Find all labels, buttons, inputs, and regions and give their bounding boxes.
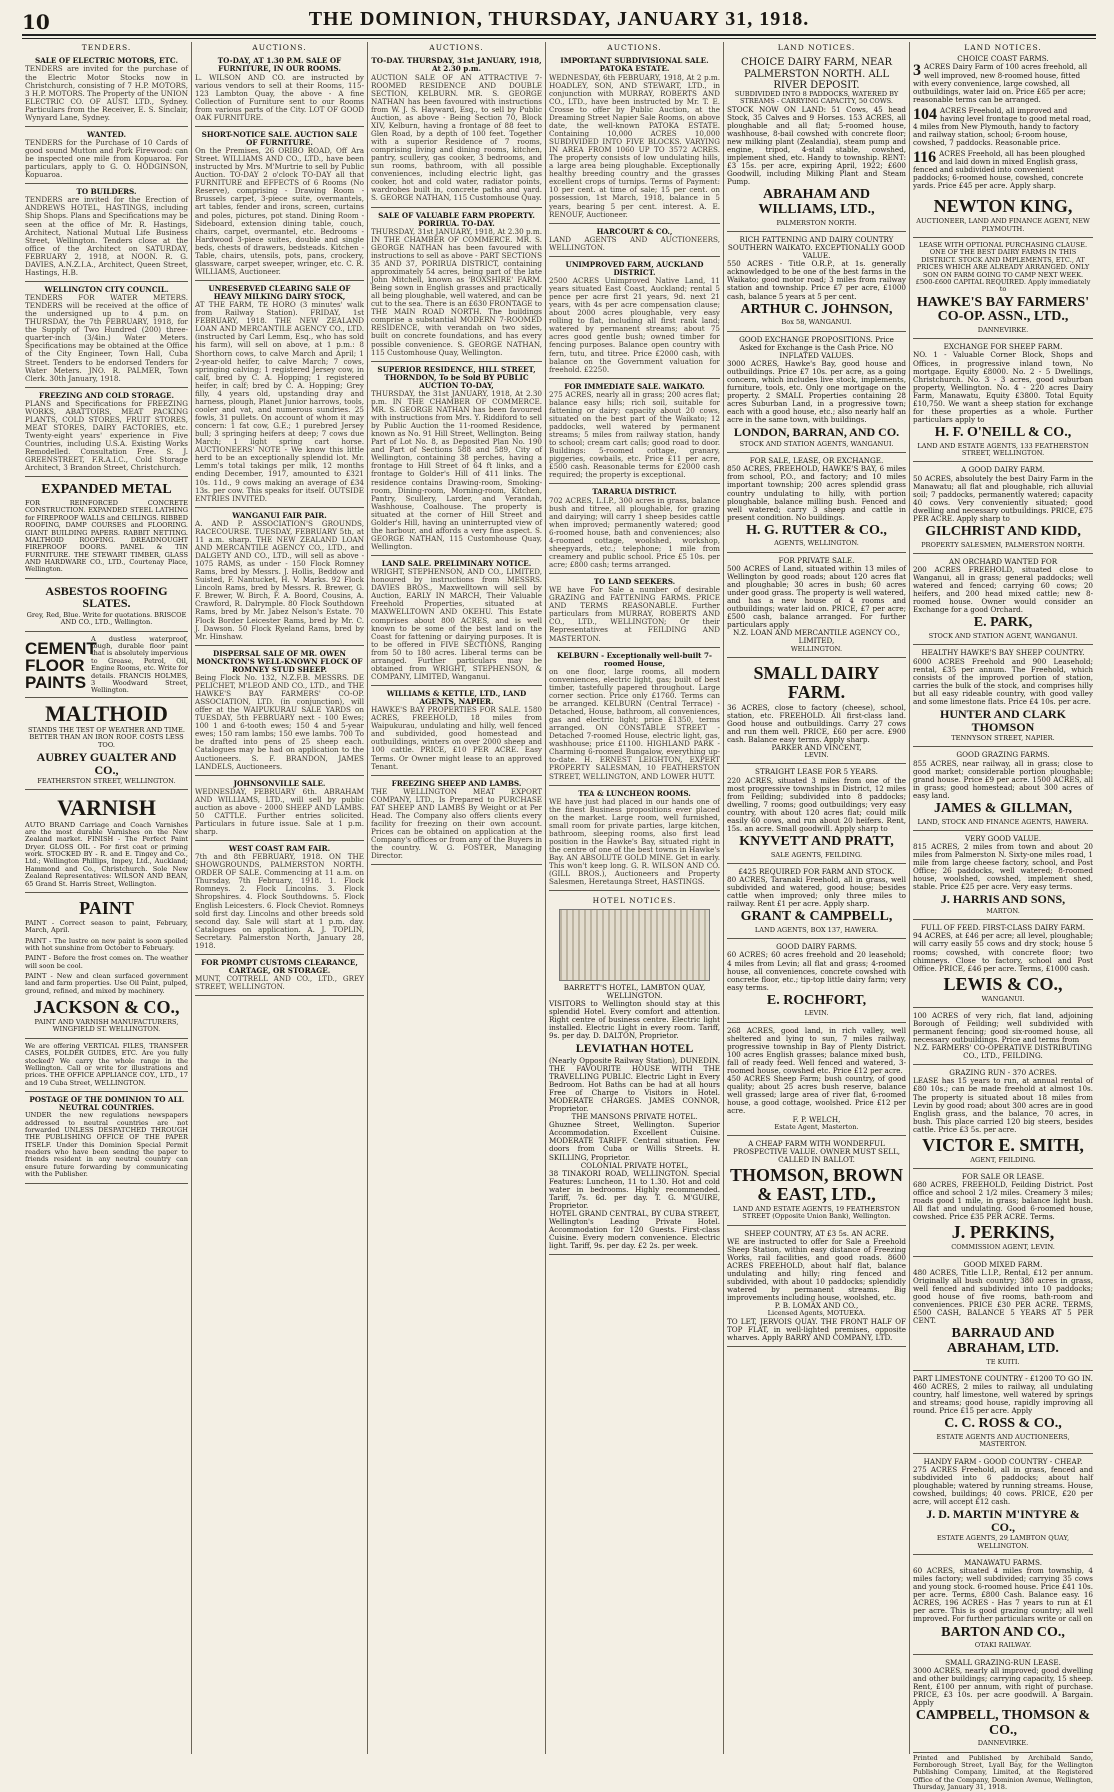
notice-heading: WEST COAST RAM FAIR. xyxy=(228,844,331,854)
paint-item: PAINT - Correct season to paint, February, March, April. xyxy=(25,918,188,935)
ad-body: 550 ACRES - Title O.R.P., at 1s. generally acknowledged to be one of the best farms in the Waikato; good motor road; 3 miles from railway station and township. Price £7 per acre, £1000 cash, balance 5 years at 5 per cent. xyxy=(727,259,906,301)
orchard-ad xyxy=(913,556,1093,646)
notice-heading: FREEZING AND COLD STORAGE. xyxy=(39,390,174,400)
notice-body: WEDNESDAY, FEBRUARY 6th. ABRAHAM AND WILLIAMS, LTD., will sell by public auction as above - 2000 SHEEP AND LAMBS. 50 CATTLE. Further entries solicited. Particulars in future issue. Sale at 1 p.m. sharp. xyxy=(195,786,364,837)
ad-advertiser: J. HARRIS AND SONS, xyxy=(940,892,1066,907)
notice-body: WE have just had placed in our hands one of the finest Business propositions ever placed on the market. Large room, well furnished, small room for private parties, large kitchen, bathroom, sleeping rooms, also first lead position in the Hawke's Bay, situated right in the centre of one of the best towns in Hawke's Bay. AN ABSOLUTE GOLD MINE. Get in early. This won't keep long. G. R. WILSON AND CO. (GILL BROS.), Auctioneers and Property Salesmen, Heretaunga Street, HASTINGS. xyxy=(549,796,720,887)
ad-advertiser: ARTHUR C. JOHNSON, xyxy=(740,301,893,317)
ad-headline: RICH FATTENING AND DAIRY COUNTRY SOUTHERN WAIKATO. EXCEPTIONALLY GOOD VALUE. xyxy=(727,235,906,261)
ballot-ad xyxy=(727,1138,906,1226)
notice-item xyxy=(371,688,542,776)
ad-address: OTAKI RAILWAY. xyxy=(974,1641,1032,1650)
ad-advertiser: PARKER AND VINCENT, xyxy=(771,743,862,753)
hotel-body: Ghuznee Street, Wellington. Superior Accommodation. Excellent Cuisine. MODERATE TARIFF. Central situation. Few doors from Cuba or Willis Streets. H. SKILLING, Proprietor. xyxy=(549,1120,720,1162)
full-of-feed-ad xyxy=(913,922,1093,1008)
paint-item: PAINT - New and clean surfaced government land and farm properties. Use Oil Paint, pulped, ground, refined, and mixed by machinery. xyxy=(25,972,188,995)
ad-body: LEASE WITH OPTIONAL PURCHASING CLAUSE. ONE OF THE BEST DAIRY FARMS IN THIS DISTRICT. STOCK AND IMPLEMENTS, ETC., AT PRICES WHICH ARE ALREADY ARRANGED. ONLY SON ON FARM GOING TO CAMP NEXT WEEK. £500-£600 CAPITAL REQUIRED. Apply immediately to xyxy=(915,241,1091,294)
ad-address: DANNEVIRKE. xyxy=(977,326,1029,335)
notice-body: L. WILSON AND CO. are instructed by various vendors to sell at their Rooms, 115-123 Lambton Quay, the above - A fine Collection of Furniture sent to our Rooms from various parts of the City. LOT OF GOOD OAK FURNITURE. xyxy=(195,72,364,122)
listing-body: ACRES Freehold, all improved and having level frontage to good metal road, 4 miles from New Plymouth, handy to factory and railway station, school; 6-room house, cowshed, 7 paddocks. Reasonable price. xyxy=(913,105,1092,148)
cement-floor-paints-ad xyxy=(25,634,188,698)
good-value-ad xyxy=(913,833,1093,920)
limestone-ad xyxy=(913,1373,1093,1454)
section-heading: TENDERS. xyxy=(81,43,132,52)
private-sale-ad xyxy=(727,555,906,658)
notice-item xyxy=(195,510,364,646)
ad-body: 50 ACRES, absolutely the best Dairy Farm in the Manawatu; all flat and ploughable, rich alluvial soil; 7 paddocks, permanently watered; capacity 40 cows. Very conveniently situated; good dwelling and necessary outbuildings. PRICE, £75 PER ACRE. Apply sharp to xyxy=(913,473,1094,523)
ad-body: 200 ACRES FREEHOLD, situated close to Wanganui, all in grass; general paddocks; well watered and fenced; carrying 60 cows; 20 heifers, and 200 head mixed cattle; new 8-roomed house. Owner would consider an Exchange for a good Orchard. xyxy=(913,565,1093,615)
notice-item xyxy=(549,381,720,485)
ad-advertiser: KNYVETT AND PRATT, xyxy=(739,833,894,849)
notice-body: AUCTION SALE OF AN ATTRACTIVE 7-ROOMED RESIDENCE AND DOUBLE SECTION, KELBURN. MR. S. GEORGE NATHAN has been favoured with instructions from W. J. S. Hayward, Esq., to sell by Public Auction, as above - Being Section 70, Block XIV, Kelburn, having a frontage of 88 feet to Glen Road, by a depth of 100 feet. Together with a superior Residence of 7 rooms, comprising living and dining rooms, kitchen, pantry, scullery, gas cooker, 3 bedrooms, and sun rooms, bathroom, with all possible conveniences, including electric light, gas cooker, hot and cold water, radiator points, wardrobes built in, concrete paths and yard. S. GEORGE NATHAN, 115 Customhouse Quay. xyxy=(371,72,542,203)
column-auctions-1 xyxy=(192,42,368,1754)
ad-address: LAND AGENTS, BOX 137, HAWERA. xyxy=(754,926,879,935)
ad-advertiser: LONDON, BARRAN, AND CO. xyxy=(733,425,900,440)
ad-headline: AN ORCHARD WANTED FOR xyxy=(948,556,1058,566)
ad-advertiser: HUNTER AND CLARK THOMSON xyxy=(939,706,1066,734)
notice-item xyxy=(195,129,364,281)
to-let-notice: TO LET, JERVOIS QUAY. THE FRONT HALF OF TOP FLAT, in well-lighted premises, opposite wharves. Apply BARRY AND COMPANY, LTD. xyxy=(727,1316,906,1342)
ad-headline: PART LIMESTONE COUNTRY - £1200 TO GO IN. xyxy=(913,1373,1093,1383)
notice-item xyxy=(549,576,720,648)
section-heading: LAND NOTICES. xyxy=(777,43,856,52)
notice-item xyxy=(549,226,720,257)
ad-advertiser: BARTON AND CO., xyxy=(941,1624,1065,1640)
good-dairy-farm-ad xyxy=(913,464,1093,554)
ad-address: COMMISSION AGENT, LEVIN. xyxy=(951,1243,1055,1252)
ad-body: 94 ACRES, at £46 per acre; all level, ploughable; will carry easily 55 cows and dry stock; house 5 rooms; cowshed, with concrete floor; two chimneys. Close to factory, school and Post Office. PRICE, £46 per acre. Terms, £1000 cash. xyxy=(913,931,1093,973)
expanded-metal-ad xyxy=(25,479,188,578)
handy-farm-ad xyxy=(913,1456,1093,1555)
ad-headline: SHEEP COUNTRY, AT £3 5s. AN ACRE. xyxy=(744,1228,889,1238)
notice-body: 2500 ACRES Unimproved Native Land, 11 years situated East Coast, Auckland; rental 5 pence per acre first 21 years, 9d. next 21 years, with 4s per acre compensation clause; about 2000 acres ploughable, very easy rolling to flat, including all first rank land; watered by permanent streams; about 75 acres good gentle bush; owned timber for fencing purposes. Balance open country with fern, tutu, and titree. Price £2000 cash, with balance on the Government valuation for freehold. £2250. xyxy=(549,275,720,374)
lease-option-ad xyxy=(913,240,1093,339)
notice-item xyxy=(25,284,188,388)
notice-heading: JOHNSONVILLE SALE. xyxy=(233,778,326,788)
bay-of-plenty-ad xyxy=(727,1025,906,1136)
waikato-ad xyxy=(727,234,906,332)
notice-body: TENDERS are invited for the purchase of the Electric Motor Stocks now in Christchurch, consisting of 7 H.P. MOTORS, 3 H.P. MOTORS. The Property of the UNION ELECTRIC CO. OF AUST. LTD., Sydney. Particulars from the Receiver, E. S. Sinclair, Wynyard Lane, Sydney. xyxy=(25,64,188,122)
section-heading: AUCTIONS. xyxy=(252,43,307,52)
ad-body: LEASE has 15 years to run, at annual rental of £80 10s.; can be made freehold at almost 10s. The property is situated about 18 miles from Levin by good road; about 300 acres are in good English grass, and the balance, 70 acres, in bush. This place carried 120 big steers, besides cattle. Price £3 5s. per acre. xyxy=(913,1076,1093,1134)
ad-advertiser: GILCHRIST AND KIDD, xyxy=(925,523,1081,539)
ad-address: Estate Agent, Masterton. xyxy=(774,1122,859,1131)
ad-headline: SMALL GRAZING-RUN LEASE. xyxy=(945,1657,1061,1667)
notice-body: THURSDAY, the 31st JANUARY, 1918, At 2.30 p.m. IN THE CHAMBER OF COMMERCE. MR. S. GEORGE NATHAN has been favoured with instructions from Mrs. Y. Riddiford to sell by Public Auction the 11-roomed Residence, known as No. 91 Hill Street, Wellington. Being Part of Lot No. 8, as Deposited Plan No. 190 and Part of Sections 588 and 589, City of Wellington, containing 38 perches, having a frontage to Hill Street of 64 ft links, and a frontage to Golder's Hill of 411 links. The residence contains Drawing-room, Smoking-room, Dining-room, Morning-room, Kitchen, Pantry, Scullery, Larder, and Verandah, Washhouse, Coalhouse. The property is situated at the corner of Hill Street and Golder's Hill, having an uninterrupted view of the harbour, and affords a very fine aspect. S. GEORGE NATHAN, 115 Customhouse Quay, Wellington. xyxy=(371,388,542,552)
ad-address: LEVIN. xyxy=(804,751,829,760)
ad-headline: ASBESTOS ROOFING SLATES. xyxy=(45,583,168,611)
notice-body: MUNT, COTTRELL AND CO., LTD., GREY STREET, WELLINGTON. xyxy=(195,974,364,992)
ad-headline: FOR SALE, LEASE, OR EXCHANGE. xyxy=(749,456,884,466)
notice-heading: FOR PROMPT CUSTOMS CLEARANCE, CARTAGE, OR STORAGE. xyxy=(201,957,358,975)
ad-address: Licensed Agents, MOTUEKA. xyxy=(767,1309,866,1318)
farm-listing xyxy=(913,107,1093,147)
dairy-farm-ad xyxy=(727,55,906,232)
postage-notice xyxy=(25,1094,188,1184)
ad-body: 220 ACRES, situated 3 miles from one of the most progressive townships in District, 12 miles from Feilding; subdivided into 8 paddocks; dwelling, 7 rooms; good outbuildings; very easy country, with about 120 acres flat; could milk easily 60 cows, and run about 20 heifers. Rent, 15s. an acre. Small goodwill. Apply sharp to xyxy=(727,775,906,833)
notice-item xyxy=(25,129,188,184)
section-heading: AUCTIONS. xyxy=(607,43,662,52)
imprint: Printed and Published by Archibald Sando, Fernborough Street, Lyall Bay, for the Wellington Publishing Company, Limited, at the Registered Office of the Company, Dominion Avenue, Wellington, Thursday, January 31, 1918. xyxy=(913,1753,1093,1792)
ad-body: 80 ACRES, Taranaki Freehold, all in grass, well subdivided and watered, good house; besides cattle when improved; only three miles to railway. Rent £1 per acre. Apply sharp. xyxy=(727,875,906,909)
hotel-name: HOTEL GRAND CENTRAL, BY CUBA STREET, xyxy=(549,1208,720,1218)
notice-item xyxy=(371,210,542,362)
ad-advertiser: JACKSON & CO., xyxy=(33,997,180,1018)
ad-headline: VARNISH xyxy=(57,795,156,821)
ad-headline: A GOOD DAIRY FARM. xyxy=(961,465,1045,475)
notice-heading: SALE OF ELECTRIC MOTORS, ETC. xyxy=(35,56,178,66)
ad-advertiser: GRANT & CAMPBELL, xyxy=(740,909,893,925)
ad-headline: GOOD GRAZING FARMS. xyxy=(956,750,1050,760)
ad-headline: CEMENT FLOOR PAINTS xyxy=(25,638,97,692)
notice-heading: IMPORTANT SUBDIVISIONAL SALE. PATOKA ESTATE. xyxy=(560,56,709,74)
notice-item xyxy=(371,55,542,207)
notice-body: TENDERS FOR WATER METERS. TENDERS will be received at the office of the undersigned up to 4 p.m. on THURSDAY, the 7th FEBRUARY, 1918, for the Supply of Two Hundred (200) three-quarter-inch (3/4in.) Water Meters. Specifications may be obtained at the Office of the City Engineer, Town Hall, Cuba Street. Tenders to be endorsed Tenders for Water Meters. JNO. R. PALMER, Town Clerk. 30th January, 1918. xyxy=(25,293,188,383)
sale-lease-ad xyxy=(913,1171,1093,1257)
ad-body: 6000 ACRES Freehold and 900 Leasehold; rental, £35 per annum. The Freehold, which consists of the improved portion of station, carries the bulk of the stock, and comprises hilly but all easy rideable country, with good valley and some limestone flats. Price £4 10s. per acre. xyxy=(913,656,1093,706)
ad-address: AUCTIONEER, LAND AND FINANCE AGENT, NEW PLYMOUTH. xyxy=(916,217,1090,233)
tender-list xyxy=(25,55,188,477)
ad-advertiser: NEWTON KING, xyxy=(933,196,1073,217)
ad-body-2: 450 ACRES Sheep Farm; bush country, of good quality; about 25 acres bush reserve, balance well grassed; large area of river flat, 6-roomed house, a good cottage, woolshed. Price £12 per acre. xyxy=(727,1074,906,1116)
ad-address: AGENT, FEILDING. xyxy=(970,1155,1036,1164)
paint-list xyxy=(25,920,188,995)
notice-heading: UNRESERVED CLEARING SALE OF HEAVY MILKING DAIRY STOCK, xyxy=(208,284,351,302)
notice-item xyxy=(25,55,188,127)
ad-headline: MALTHOID xyxy=(45,700,168,726)
ad-advertiser: VICTOR E. SMITH, xyxy=(922,1134,1084,1155)
straight-lease-ad xyxy=(727,766,906,864)
ad-advertiser: H. G. RUTTER & CO., xyxy=(746,522,887,538)
ad-advertiser: HAWKE'S BAY FARMERS' CO-OP. ASSN., LTD., xyxy=(916,294,1090,325)
malthoid-ad xyxy=(25,698,188,791)
ad-body: NO. 1 - Valuable Corner Block, Shops and Offices, in progressive inland town, No mortgage. Equity £8000. No. 2 - 5 Dwellings, Christchurch. No. 3 - 3 acres, good suburban property, Wellington. No. 4 - 220 acres Dairy Farm, Manawatu, Equity £3800. Total Equity £10,750. We want a sheep station for exchange for these properties as a whole. Further particulars apply to xyxy=(913,350,1093,424)
ad-headline: GOOD DAIRY FARMS. xyxy=(776,942,857,952)
ad-body: 850 ACRES, FREEHOLD, HAWKE'S BAY, 6 miles from school, P.O., and factory; and 10 miles important township; 200 acres splendid grass country undulating to hilly, with portion ploughable, balance milling bush. Fenced and well watered; carry 3 sheep and cattle in present condition. No buildings. xyxy=(727,464,906,522)
ad-advertiser: ABRAHAM AND WILLIAMS, LTD., xyxy=(758,187,875,218)
paint-ad xyxy=(25,895,188,1039)
ad-advertiser: H. F. O'NEILL & CO., xyxy=(934,425,1072,441)
ad-headline: A CHEAP FARM WITH WONDERFUL PROSPECTIVE VALUE. OWNER MUST SELL, CALLED IN BALLOT. xyxy=(732,1138,901,1165)
notice-item xyxy=(371,558,542,686)
mixed-farm-ad xyxy=(913,1259,1093,1371)
ad-headline: FULL OF FEED. FIRST-CLASS DAIRY FARM. xyxy=(920,923,1086,933)
hotel-body: (Nearly Opposite Railway Station), DUNEDIN. THE FAVOURITE HOUSE WITH THE TRAVELLING PUBLIC. Electric Light in Every Bedroom. Hot Baths can be had at all hours Free of Charge to Visitors in Hotel. MODERATE CHARGES. JAMES CONNOR, Proprietor. xyxy=(549,1055,720,1114)
ad-address: TENNYSON STREET, NAPIER. xyxy=(951,734,1055,743)
notice-body: TENDERS are invited for the Erection of ANDREWS HOTEL, HASTINGS, including Ship Shops. Plans and Specifications may be seen at the office of Mr. R. Hastings, Architect, National Mutual Life Business Street, Wellington. Tenders close at the office of the Architect on SATURDAY, FEBRUARY 2, 1918, at NOON. R. G. DAVIES, A.N.Z.I.A., Architect, Queen Street, Hastings, H.B. xyxy=(25,195,188,277)
ad-headline: HEALTHY HAWKE'S BAY SHEEP COUNTRY. xyxy=(921,648,1085,658)
ad-headline: MANAWATU FARMS. xyxy=(964,1558,1042,1568)
masthead-rule xyxy=(22,34,1096,36)
newspaper-title: THE DOMINION, THURSDAY, JANUARY 31, 1918. xyxy=(308,8,810,30)
notice-item xyxy=(549,650,720,786)
notice-item xyxy=(371,364,542,556)
notice-body: TENDERS for the Purchase of 10 Cards of good sound Mutton and Pork Firewood: can be inspected one mile from Kopuaroa. For particulars, apply to G. O. HODGINSON, Kopuaroa. xyxy=(25,137,188,180)
notice-body: UNDER the new regulations newspapers addressed to neutral countries are not forwarded UNLESS DESPATCHED THROUGH THE PUBLISHING OFFICE OF THE PAPER ITSELF. Under this Dominion Special Permit readers who have been sending the paper to friends resident in any neutral country can ensure future forwarding by communicating with the Publisher. xyxy=(25,1111,188,1179)
notice-body: THE WELLINGTON MEAT EXPORT COMPANY, LTD., Is Prepared to PURCHASE FAT SHEEP AND LAMBS By Weight or at Per Head. The Company also offers clients every facility for freezing on their own account. Prices can be obtained on application at the Company's offices or from any of the Buyers in the country. W. G. FOSTER, Managing Director. xyxy=(371,786,542,861)
hotel-illustration xyxy=(559,909,710,981)
notice-heading: WANGANUI FAIR PAIR. xyxy=(232,510,327,520)
notice-heading: DISPERSAL SALE OF MR. OWEN MONCKTON'S WELL-KNOWN FLOCK OF ROMNEY STUD SHEEP. xyxy=(196,648,363,674)
ad-headline: GOOD MIXED FARM. xyxy=(963,1259,1043,1269)
hotel-body: Wellington's Leading Private Hotel. Accommodation for 120 Guests. First-class Cuisine. Every modern convenience. Electric light. Tariff, 9s. per day. £2 2s. per week. xyxy=(549,1217,720,1251)
ad-address: FEATHERSTON STREET, WELLINGTON. xyxy=(37,777,176,786)
section-heading: LAND NOTICES. xyxy=(964,43,1042,52)
ad-address: ESTATE AGENTS, 29 LAMBTON QUAY, WELLINGTON. xyxy=(936,1534,1070,1550)
ad-body: STOCK NOW ON LAND: 51 Cows, 45 head Stock, 35 Calves and 9 Horses. 153 ACRES, all ploughable and all flat; 5-roomed house, washhouse, 8-bail cowshed with concrete floor; new milking plant (Zealandia), steam pump and engine, tripod, 4-stall stable, cowshed, implement shed, etc. Handy to township. RENT: £3 15s. per acre, expiring April, 1922; £600 Goodwill, including Milking Plant and Steam Pump. xyxy=(727,104,906,187)
ad-body: 855 ACRES, near railway, all in grass; close to good market; considerable portion ploughable; grand house. Price £9 per acre. 1500 ACRES, all in grass; good homestead; about 300 acres of easy land. xyxy=(913,758,1093,800)
ad-advertiser: J. D. MARTIN M'INTYRE & CO., xyxy=(926,1507,1080,1534)
ad-headline: FOR SALE OR LEASE. xyxy=(961,1172,1045,1182)
notice-heading: TO LAND SEEKERS. xyxy=(593,577,676,587)
ad-advertiser: CAMPBELL, THOMSON & CO., xyxy=(915,1707,1091,1738)
notice-item xyxy=(195,648,364,776)
notice-body: on one floor, large rooms, all modern conveniences, electric light, gas; built of best timber, tastefully papered throughout. Large corner section. Price only £1760. Terms can be arranged. KELBURN (Central Terrace) - Detached, House, bathroom, all conveniences, gas and electric light; price £1350, terms arranged. ON CONSTABLE STREET - Detached 7-roomed House, electric light, gas, washhouse; price £1100. HIGHLAND PARK - Charming 6-roomed Bungalow, everything up-to-date. H. ERNEST LEIGHTON, EXPERT PROPERTY SALESMAN, 10 FEATHERSTON STREET, WELLINGTON, AND LOWER HUTT. xyxy=(549,666,720,781)
ad-address: SALE AGENTS, FEILDING. xyxy=(770,850,863,859)
ad-headline: PAINT xyxy=(79,897,134,918)
grazing-lease-ad xyxy=(913,1657,1093,1753)
ad-address: PALMERSTON NORTH. xyxy=(776,218,857,227)
ad-advertiser: E. PARK, xyxy=(973,615,1033,631)
ad-body: WE are instructed to offer for Sale a Freehold Sheep Station, within easy distance of Freezing Works, rail facilities, and good roads. 8600 ACRES FREEHOLD, about half flat, balance undulating and hilly; ring fenced and subdivided, with about 10 paddocks; splendidly watered by permanent streams. Big improvements including house, woolshed, etc. xyxy=(727,1236,906,1303)
ad-body: 60 ACRES; 60 acres freehold and 20 leasehold; 4 miles from Levin; all flat and grass; 4-roomed house, all conveniences, concrete cowshed with concrete floor, etc.; tip-top little dairy farm; very easy terms. xyxy=(727,950,906,992)
notice-heading: SALE OF VALUABLE FARM PROPERTY. PORIRUA. TO-DAY. xyxy=(378,210,535,228)
farm-listing xyxy=(913,150,1093,190)
ad-body: 480 ACRES, Title L.I.P., Rental, £12 per annum. Originally all bush country; 380 acres in grass, well fenced and subdivided into 10 paddocks; good house of five rooms, bath-room and conveniences. PRICE £30 PER ACRE. TERMS, £500 CASH, BALANCE 5 YEARS AT 5 PER CENT. xyxy=(913,1267,1093,1326)
section-heading: AUCTIONS. xyxy=(429,43,484,52)
notice-heading: KELBURN - Exceptionally well-built 7-roomed House, xyxy=(557,650,712,668)
ad-body: A dustless waterproof, tough, durable floor paint that is absolutely impervious to Grease, Petrol, Oil, Engine Rooms, etc. Write for details. FRANCIS HOLMES, 3 Woodward Street, Wellington. xyxy=(91,634,188,695)
notice-heading: WANTED. xyxy=(86,129,127,139)
notice-heading: UNIMPROVED FARM, AUCKLAND DISTRICT. xyxy=(565,259,704,277)
notice-body: Being Flock No. 132, N.Z.F.B. MESSRS. DE PELICHET, M'LEOD AND CO., LTD., and THE HAWKE'S BAY FARMERS' CO-OP. ASSOCIATION, LTD. (in conjunction), will offer at the WAIPUKURAU SALE YARDS on TUESDAY, 5th FEBRUARY next - 100 Ewes; 100 1 and 6-tooth ewes; 150 4 and 5-year ewes; 150 ram lambs; 150 ewe lambs. 700 To be drafted into pens of 25 sheep each. Catalogues may be had on application to the Auctioneers. S. F. BRANDON, JAMES LANDELS, Auctioneers. xyxy=(195,672,364,771)
sheep-country-ad xyxy=(727,1228,906,1347)
ad-address: LAND AND ESTATE AGENTS, 133 FEATHERSTON STREET, WELLINGTON. xyxy=(917,441,1089,458)
notice-heading: TARARUA DISTRICT. xyxy=(592,487,677,497)
column-land-notices-1 xyxy=(724,42,910,1754)
ad-address: WELLINGTON. xyxy=(790,644,843,653)
ad-address: DANNEVIRKE. xyxy=(977,1739,1029,1748)
auction-list xyxy=(549,55,720,1255)
ad-advertiser: THOMSON, BROWN & EAST, LTD., xyxy=(729,1165,903,1205)
ad-address: Box 58, WANGANUI. xyxy=(781,318,852,327)
ad-body: 815 ACRES, 2 miles from town and about 20 miles from Palmerston N. Sixty-one miles road, 1 mile from large cheese factory, school, and Post Office; 26 paddocks, well watered; 8-roomed house, woolshed, cowshed, implement shed, stable. Price £25 per acre. Very easy terms. xyxy=(913,841,1093,892)
notice-body: THURSDAY, 31st JANUARY, 1918, At 2.30 p.m. IN THE CHAMBER OF COMMERCE. MR. S. GEORGE NATHAN has been favoured with instructions to sell as above - PART SECTIONS 35 AND 37, PORIRUA DISTRICT, containing approximately 54 acres, being part of the late John Mitchell, known as 'BOXSHIRE' FARM. Being sown in English grasses and practically all being ploughable, well watered, and can be cut to the sea. There is an £630 FRONTAGE to THE MAIN ROAD NORTH. The buildings comprise a substantial MODERN 7-ROOMED RESIDENCE, with verandah on two sides, built on concrete foundations, and has every possible convenience. S. GEORGE NATHAN, 115 Customhouse Quay, Wellington. xyxy=(371,226,542,357)
newton-king-ad xyxy=(913,193,1093,238)
listing-number: 104 xyxy=(913,105,937,123)
ad-advertiser: E. ROCHFORT, xyxy=(766,992,867,1008)
hotel-name: COLONIAL PRIVATE HOTEL, xyxy=(580,1160,689,1170)
ad-advertiser: N.Z. LOAN AND MERCANTILE AGENCY CO., LIMITED, xyxy=(733,628,900,646)
ad-headline: CHOICE DAIRY FARM, NEAR PALMERSTON NORTH. ALL RIVER DEPOSIT. xyxy=(740,57,893,91)
column-auctions-2 xyxy=(368,42,546,1754)
notice-heading: HARCOURT & CO., xyxy=(596,226,673,236)
notice-heading: FOR IMMEDIATE SALE. WAIKATO. xyxy=(564,381,705,391)
notice-heading: POSTAGE OF THE DOMINION TO ALL NEUTRAL COUNTRIES. xyxy=(29,1095,184,1113)
notice-heading: FREEZING SHEEP AND LAMBS. xyxy=(391,778,522,788)
column-tenders xyxy=(22,42,192,1754)
ad-body: 3000 ACRES, Hawke's Bay, good house and outbuildings. Price £7 10s. per acre, as a going concern, which includes live stock, implements, furniture, tools, etc. Only one mortgage on the property. 2 SMALL Properties containing 28 acres Suburban Land, in a progressive town; each with a good house, etc.; also nearly half an acre in the same town, with buildings. xyxy=(727,358,906,425)
hotel-name: THE MANSONS PRIVATE HOTEL. xyxy=(571,1112,698,1122)
notice-heading: WELLINGTON CITY COUNCIL. xyxy=(44,284,169,294)
ad-address: MARTON. xyxy=(986,906,1020,915)
page-number: 10 xyxy=(22,10,50,34)
notice-heading: TO BUILDERS. xyxy=(76,187,137,197)
ad-body: STANDS THE TEST OF WEATHER AND TIME. BETTER THAN AN IRON ROOF. COSTS LESS TOO. xyxy=(28,725,185,749)
ad-body: FOR REINFORCED CONCRETE CONSTRUCTION. EXPANDED STEEL LATHING for FIREPROOF WALLS and CEILINGS. RIBBED ROOFING, DAMP COURSES and FLOORING. GIANT BUILDING PAPERS. RABBIT NETTING. MALTHOID ROOFING. DREADNOUGHT FIREPROOF DOORS. PANEL & TIN FURNITURE. THE STEWART TIMBER, GLASS AND HARDWARE CO., LTD., Courtenay Place, Wellington. xyxy=(25,499,188,574)
farm-listing xyxy=(913,63,1093,103)
notice-heading: WILLIAMS & KETTLE, LTD., LAND AGENTS, NAPIER. xyxy=(386,689,527,707)
ad-advertiser: BARRAUD AND ABRAHAM, LTD. xyxy=(947,1326,1059,1356)
notice-item xyxy=(549,259,720,379)
ad-advertiser: J. PERKINS, xyxy=(951,1222,1055,1243)
ad-address: LAND AND ESTATE AGENTS, 19 FEATHERSTON STREET (Opposite Union Bank), Wellington. xyxy=(732,1204,901,1221)
ad-body: 680 ACRES, FREEHOLD, Feilding District. Post office and school 2 1/2 miles. Creamery 3 miles; roads good 1 mile, in grass; balance light bush. All flat and undulating. Good 6-roomed house, cowshed. Price £35 PER ACRE. Terms. xyxy=(913,1180,1093,1222)
ad-body: 275 ACRES Freehold, all in grass, fenced and subdivided into 6 paddocks; about half ploughable; watered by running streams. House, cowshed, buildings; 40 cows. PRICE, £20 per acre, will accept £12 cash. xyxy=(913,1464,1093,1507)
hotel-name: BARRETT'S HOTEL, LAMBTON QUAY, WELLINGTON. xyxy=(563,982,706,1000)
ad-advertiser: AUBREY GUALTER AND CO., xyxy=(36,749,177,777)
notice-item xyxy=(549,486,720,574)
ad-body: 3000 ACRES, nearly all improved; good dwelling and other buildings; carrying capacity, 15 sheep. Rent, £100 per annum, with right of purchase. PRICE, £3 10s. per acre goodwill. A Bargain. Apply xyxy=(913,1665,1093,1707)
notice-heading: TO-DAY. THURSDAY, 31st JANUARY, 1918, At 2.30 p.m. xyxy=(371,56,542,74)
auction-list xyxy=(371,55,542,865)
ad-headline: VERY GOOD VALUE. xyxy=(964,833,1042,843)
ad-address: STOCK AND STATION AGENTS, WANGANUI. xyxy=(739,439,894,448)
notice-body: 275 ACRES, nearly all in grass; 200 acres flat; balance easy hills; rich soil, suitable for fattening or dairy; capacity about 20 cows, situated on the best part of the Waikato; 12 paddocks, well watered by permanent streams; 5 miles from railway station, handy to school; cream cart calls; good road to door. Buildings: 5-roomed cottage, granary, piggeries, cowbails, etc. Price £11 per acre, £500 cash. Reasonable terms for £2000 cash required; the property is exceptional. xyxy=(549,389,720,480)
good-dairy-ad xyxy=(727,941,906,1022)
listing-body: ACRES Freehold, all has been ploughed and laid down in mixed English grass, fenced and subdivided into convenient paddocks; 6-roomed house, cowshed, concrete yards. Price £45 per acre. Apply sharp. xyxy=(913,149,1086,191)
small-dairy-ad xyxy=(727,660,906,765)
office-appliance-ad: We are offering VERTICAL FILES, TRANSFER CASES, FOLDER GUIDES, ETC. Are you fully stocked? We carry the whole range in the Wellington. Call or write for illustrations and prices. THE OFFICE APPLIANCE COY., LTD., 17 and 19 Cuba Street, WELLINGTON. xyxy=(25,1041,188,1092)
ad-address: ESTATE AGENTS AND AUCTIONEERS, MASTERTON. xyxy=(936,1432,1070,1449)
ad-headline: GOOD EXCHANGE PROPOSITIONS. Price Asked for Exchange is the Cash Price. NO INFLATED VALUES. xyxy=(739,334,894,360)
notice-body: A. AND P. ASSOCIATION'S GROUNDS, RACECOURSE. TUESDAY, FEBRUARY 5th, at 11 a.m. sharp. THE NEW ZEALAND LOAN AND MERCANTILE AGENCY CO., LTD., and DALGETY AND CO., LTD., will sell as above - 1075 RAMS, as under - 150 Flock Romney Rams, bred by Messrs. J. Hollis, Beddow and Suisted, F. Nantucket, H. V. Marks. 92 Flock Lincoln Rams, bred by Messrs. R. Brewer, G. F. Brewer, W. Birch, F. A. Boord, Cousins, A. Crawford, R. Dalrymple. 80 Flock Southdown Rams, bred by Mr. Jabez Nelson's Estate. 70 Flock Border Leicester Rams, bred by Mr. C. J. Dawson. 50 Flock Ryeland Rams, bred by Mr. Hinshaw. xyxy=(195,518,364,641)
notice-body: 702 ACRES, L.I.P., 300 acres in grass, balance bush and titree, all ploughable, for grazing and dairying; will carry 1 sheep besides cattle when improved; permanently watered; good 6-roomed house, bath and conveniences; also 4-roomed cottage, woolshed, workshop, sheepyards, etc.; telephone; 1 mile from creamery and public school. Price £5 10s. per acre; £800 cash; terms arranged. xyxy=(549,495,720,570)
notice-item xyxy=(25,390,188,478)
ad-address: LAND, STOCK AND FINANCE AGENTS, HAWERA. xyxy=(917,817,1089,826)
asbestos-ad xyxy=(25,581,188,632)
ad-headline: EXCHANGE FOR SHEEP FARM. xyxy=(943,342,1063,352)
notice-body: WRIGHT, STEPHENSON, AND CO., LIMITED, honoured by instructions from MESSRS. DAVIES BROS., Maxwelltown will sell by Auction, EARLY IN MARCH, Their Valuable Freehold Properties, situated at MAXWELLTOWN AND OKEHU. This Estate comprises about 800 ACRES, and is well known to be some of the best land on the Coast for fattening or dairying purposes. It is to be offered in FIVE SECTIONS, Ranging from 50 to 180 acres. Liberal terms can be arranged. Further particulars may be obtained from WRIGHT, STEPHENSON, & COMPANY, LIMITED, Wanganui. xyxy=(371,567,542,681)
ad-subhead: SUBDIVIDED INTO 8 PADDOCKS, WATERED BY STREAMS - CARRYING CAPACITY, 50 COWS. xyxy=(734,89,899,106)
ad-address: LEVIN. xyxy=(804,1009,829,1018)
notice-item xyxy=(195,843,364,955)
ad-advertiser: JAMES & GILLMAN, xyxy=(933,800,1073,816)
ad-address: STOCK AND STATION AGENT, WANGANUI. xyxy=(928,632,1078,641)
column-auctions-3 xyxy=(546,42,724,1754)
notice-item xyxy=(195,957,364,996)
ad-body: 268 ACRES, good land, in rich valley, well sheltered and lying to sun, 7 miles railway, progressive township in Bay of Plenty District. 100 acres English grasses; balance mixed bush, fall of ready feed. Well fenced and watered, 3-roomed house, cowshed etc. Price £12 per acre. xyxy=(727,1025,906,1076)
notice-body: 7th and 8th FEBRUARY, 1918. ON THE SHOWGROUNDS, PALMERSTON NORTH. ORDER OF SALE. Commencing at 11 a.m. on Thursday, 7th February, 1918. 1. Flock Romneys. 2. Flock Lincolns. 3. Flock Shropshires. 4. Flock Southdowns. 5. Flock English Leicesters. 6. Flock Cheviot. Romneys sold first day. Lincolns and other breeds sold second day. Sale will start at 1 p.m. day. Catalogues on application. A. J. TOPLIN, Secretary. Palmerston North, January 28, 1918. xyxy=(195,852,364,950)
ad-body: 500 ACRES of Land, situated within 13 miles of Wellington by good roads; about 120 acres flat and ploughable; 30 acres in bush; 60 acres under good grass. The property is well watered, and has a new house of 4 rooms and outbuildings; water laid on. PRICE, £7 per acre; £500 cash, balance arranged. For further particulars apply xyxy=(727,563,906,630)
ad-address: AGENTS, WELLINGTON. xyxy=(774,539,859,548)
notice-item xyxy=(25,186,188,282)
ad-headline: HANDY FARM - GOOD COUNTRY - CHEAP. xyxy=(923,1456,1083,1466)
column-land-notices-2 xyxy=(910,42,1096,1792)
listing-body: ACRES Dairy Farm of 100 acres freehold, all well improved, new 8-roomed house, fitted with every convenience, large cowshed, all outbuildings, water laid on. Price £65 per acre; reasonable terms can be arranged. xyxy=(913,62,1088,104)
ad-body: 460 ACRES, 2 miles to railway, all undulating country, half limestone, well watered by springs and streams; good house, rapidly improving all round. Price £15 per acre. Apply xyxy=(913,1382,1093,1416)
notice-body: HAWKE'S BAY PROPERTIES FOR SALE. 1580 ACRES, FREEHOLD, 18 miles from Waipukurau, undulating and hilly, well fenced and subdivided, good homestead and outbuildings, winters on over 2000 sheep and 100 cattle. PRICE, £10 PER ACRE. Easy Terms. Or Owner might lease to an approved Tenant. xyxy=(371,705,542,771)
ad-headline: £425 REQUIRED FOR FARM AND STOCK. xyxy=(738,867,895,877)
hotel-name: LEVIATHAN HOTEL xyxy=(575,1041,694,1056)
notice-body: WEDNESDAY, 6th FEBRUARY, 1918, At 2 p.m. HOADLEY, SON, AND STEWART, LTD., in conjunction with MURRAY, ROBERTS AND CO., LTD., have been instructed by Mr. T. E. Crosse to offer by Public Auction, at the Dreaming Street Napier Sale Rooms, on above date, the well-known PATOKA ESTATE. Containing 10,000 ACRES 10,000 SUBDIVIDED INTO FIVE BLOCKS. VARYING IN AREA FROM 1060 UP TO 3572 ACRES. The property consists of low undulating hills, a large area being ploughable. Exceptionally healthy breeding country and the grasses excellent crops of turnips. Terms of Payment: 10 per cent. at time of sale; 15 per cent. on possession, 1st March, 1918, balance in 5 years, bearing 5 per cent. interest. A. E. RENOUF, Auctioneer. xyxy=(549,72,720,219)
ad-headline: GRAZING RUN - 370 ACRES. xyxy=(949,1068,1057,1078)
ad-body: 36 ACRES, close to factory (cheese), school, station, etc. FREEHOLD. All first-class land. Good house and outbuildings. Carry 27 cows and run them well. PRICE, £60 per acre. £900 cash. Balance easy terms. Apply sharp. xyxy=(727,702,906,744)
ad-headline: FOR PRIVATE SALE. xyxy=(778,555,855,565)
exchange-sheep-ad xyxy=(913,341,1093,462)
ad-address: PROPERTY SALESMEN, PALMERSTON NORTH. xyxy=(921,540,1085,549)
feilding-land-ad xyxy=(913,1010,1093,1065)
masthead-rule-thin xyxy=(22,38,1096,39)
grazing-run-ad xyxy=(913,1067,1093,1169)
notice-item xyxy=(195,283,364,508)
varnish-ad xyxy=(25,792,188,892)
notice-item xyxy=(195,55,364,127)
hotel-body: 38 TINAKORI ROAD, WELLINGTON. Special Features: Luncheon, 11 to 1.30. Hot and cold water in bedrooms. Highly recommended. Tariff, 7s. 6d. per day. T. G. M'GUIRE, Proprietor. xyxy=(549,1168,720,1210)
ad-body: 60 ACRES, situated 4 miles from township, 4 miles factory; well subdivided; carrying 35 cows and young stock. 6-roomed house. Price £41 10s. per acre. Terms, £800 Cash. Balance easy. 16 ACRES, 196 ACRES - Has 7 years to run at £1 per acre. This is good grazing country; all well improved. For further particulars write or call on xyxy=(913,1566,1093,1624)
ad-body: 100 ACRES of very rich, flat land, adjoining Borough of Feilding; well subdivided with permanent fencing; good six-roomed house, all necessary outbuildings. Price and terms from xyxy=(913,1010,1093,1045)
ad-advertiser: N.Z. FARMERS' CO-OPERATIVE DISTRIBUTING CO., LTD., FEILDING. xyxy=(914,1043,1092,1061)
paint-item: PAINT - The lustre on new paint is soon spoiled with hot sunshine from October to February. xyxy=(25,936,188,952)
farm-stock-ad xyxy=(727,866,906,939)
ad-advertiser: P. B. LOMAX AND CO., xyxy=(774,1301,859,1311)
hawkes-bay-ad xyxy=(913,647,1093,747)
notice-body: On the Premises, 26 ORIBO ROAD, Off Ara Street. WILLIAMS AND CO., LTD., have been instructed by Mrs. M'Murtrie to sell by Public Auction. TO-DAY 2 o'clock TO-DAY all that FURNITURE and EFFECTS of 6 Rooms (No Reserve), comprising - Drawing Room - Brussels carpet, 3-piece suite, overmantels, art tables, fender and irons, screen, curtains and poles, pictures, pot stand. Dining Room - Sideboard, extension dining table, couch, chairs, carpet, overmantel, etc. Bedrooms - Hardwood 3-piece suites, double and single beds, chests of drawers, bedsteads. Kitchen - Table, chairs, utensils, pots, pans, crockery, glassware, carpet sweeper, wringer, etc. C. R. WILLIAMS, Auctioneer. xyxy=(195,146,364,276)
ad-advertiser: LEWIS & CO., xyxy=(943,973,1063,994)
notice-item xyxy=(371,778,542,866)
notice-heading: TO-DAY, AT 1.30 P.M. SALE OF FURNITURE, IN OUR ROOMS. xyxy=(217,56,342,74)
notice-item xyxy=(549,788,720,892)
ad-address: PAINT AND VARNISH MANUFACTURERS, WINGFIELD ST. WELLINGTON. xyxy=(34,1018,179,1034)
notice-heading: SHORT-NOTICE SALE. AUCTION SALE OF FURNITURE. xyxy=(201,129,358,147)
auction-list xyxy=(195,55,364,996)
hotel-body: VISITORS to Wellington should stay at this splendid Hotel. Every comfort and attention. Right centre of business centre. Electric light installed. Electric Light in every room. Tariff, 9s. per day. D. DALTON, Proprietor. xyxy=(549,998,720,1041)
subsection-heading: CHOICE COAST FARMS. xyxy=(957,54,1049,64)
notice-item xyxy=(549,55,720,223)
ad-body: AUTO BRAND Carriage and Coach Varnishes are the most durable Varnishes on the New Zealand market. FINISH - The Perfect Paint Dryer. GLOSS OIL - For first coat or priming work. STOCKED BY - R. and E. Tingey and Co., Ltd.; Wellington Phillips, Impey, Ltd., Auckland; Hammond and Co., Christchurch. Sole New Zealand Representatives: WILSON AND BEAN, 65 Grand St. Harris Street, Wellington. xyxy=(25,820,188,888)
notice-heading: SUPERIOR RESIDENCE, HILL STREET, THORNDON, To be Sold BY PUBLIC AUCTION TO-DAY, xyxy=(377,364,536,390)
ad-headline: SMALL DAIRY FARM. xyxy=(753,662,880,702)
notice-body: LAND AGENTS AND AUCTIONEERS, WELLINGTON. xyxy=(549,234,720,252)
lease-ad xyxy=(727,455,906,553)
ad-advertiser: F. P. WELCH, xyxy=(792,1114,841,1124)
ad-address: WANGANUI. xyxy=(981,994,1025,1003)
grazing-farms-ad xyxy=(913,749,1093,830)
ad-headline: EXPANDED METAL xyxy=(41,482,172,498)
paint-item: PAINT - Before the frost comes on. The weather will soon be cool. xyxy=(25,954,188,970)
notice-body: AT THE FARM, TE HORO (3 minutes' walk from Railway Station). FRIDAY, 1st FEBRUARY, 1918. THE NEW ZEALAND LOAN AND MERCANTILE AGENCY CO., LTD. (instructed by Carl Lemm, Esq., who has sold his farm), will sell on above, at 1 p.m.: 8 Shorthorn cows, to calve March and April; 1 2-year-old heifer, to calve March; 7 cows, springing calving; 1 registered Jersey cow, in calf, bred by C. A. Hopping; 1 registered heifer, in calf; bred by C. A. Hopping; Grey filly, 4 years old, upstanding dray and harness, plough, Planet Junior harrows, tools, cooler and vat, and numerous sundries. 25 fowls, 31 pullets. On account of whom it may concern: 1 fat cow, G.E.; 1 purebred Jersey bull; 3 springing heifers at deep; 7 cows due March; 1 light spring cart horse. AUCTIONEERS' NOTE - We know this little herd to be an exceptionally splendid lot. Mr. Lemm's total takings per milk, 12 months ending December, 1917, amounted to £321 10s. 11d., 9 cows making an average of £34 13s. per cow. This speaks for itself. OUTSIDE ENTRIES INVITED. xyxy=(195,300,364,503)
listing-number: 116 xyxy=(913,149,937,167)
exchange-ad xyxy=(727,334,906,454)
hotel-notices xyxy=(549,893,720,1255)
ad-headline: STRAIGHT LEASE FOR 5 YEARS. xyxy=(755,767,878,777)
notice-body: WE have For Sale a number of desirable GRAZING and FATTENING FARMS. PRICE AND TERMS REASONABLE. Further particulars from MURRAY, ROBERTS AND CO., LTD., WELLINGTON; Or their Representatives at FEILDING AND MASTERTON. xyxy=(549,585,720,643)
notice-heading: TEA & LUNCHEON ROOMS. xyxy=(578,788,691,798)
manawatu-ad xyxy=(913,1557,1093,1655)
listing-number: 3 xyxy=(913,62,921,80)
notice-item xyxy=(195,778,364,841)
notice-heading: LAND SALE. PRELIMINARY NOTICE. xyxy=(381,559,532,569)
notice-body: PLANS and Specifications for FREEZING WORKS, ABATTOIRS, MEAT PACKING PLANTS, COLD STORES, FRUIT STORES, MEAT STORES, DAIRY FACTORIES, etc. Twenty-eight years' experience in Five Countries, including U.S.A. Existing Works Remodelled. Consultation Free. S. J. GREENSTREET, F.R.A.I.C., Cold Storage Architect, 3 Brandon Street, Christchurch. xyxy=(25,398,188,473)
section-heading: HOTEL NOTICES. xyxy=(592,896,677,906)
ad-address: TE KUITI. xyxy=(986,1357,1020,1366)
ad-advertiser: C. C. ROSS & CO., xyxy=(944,1416,1062,1432)
ad-body: Grey, Red, Blue. Write for quotations. BRISCOE AND CO., LTD., Wellington. xyxy=(26,610,187,627)
